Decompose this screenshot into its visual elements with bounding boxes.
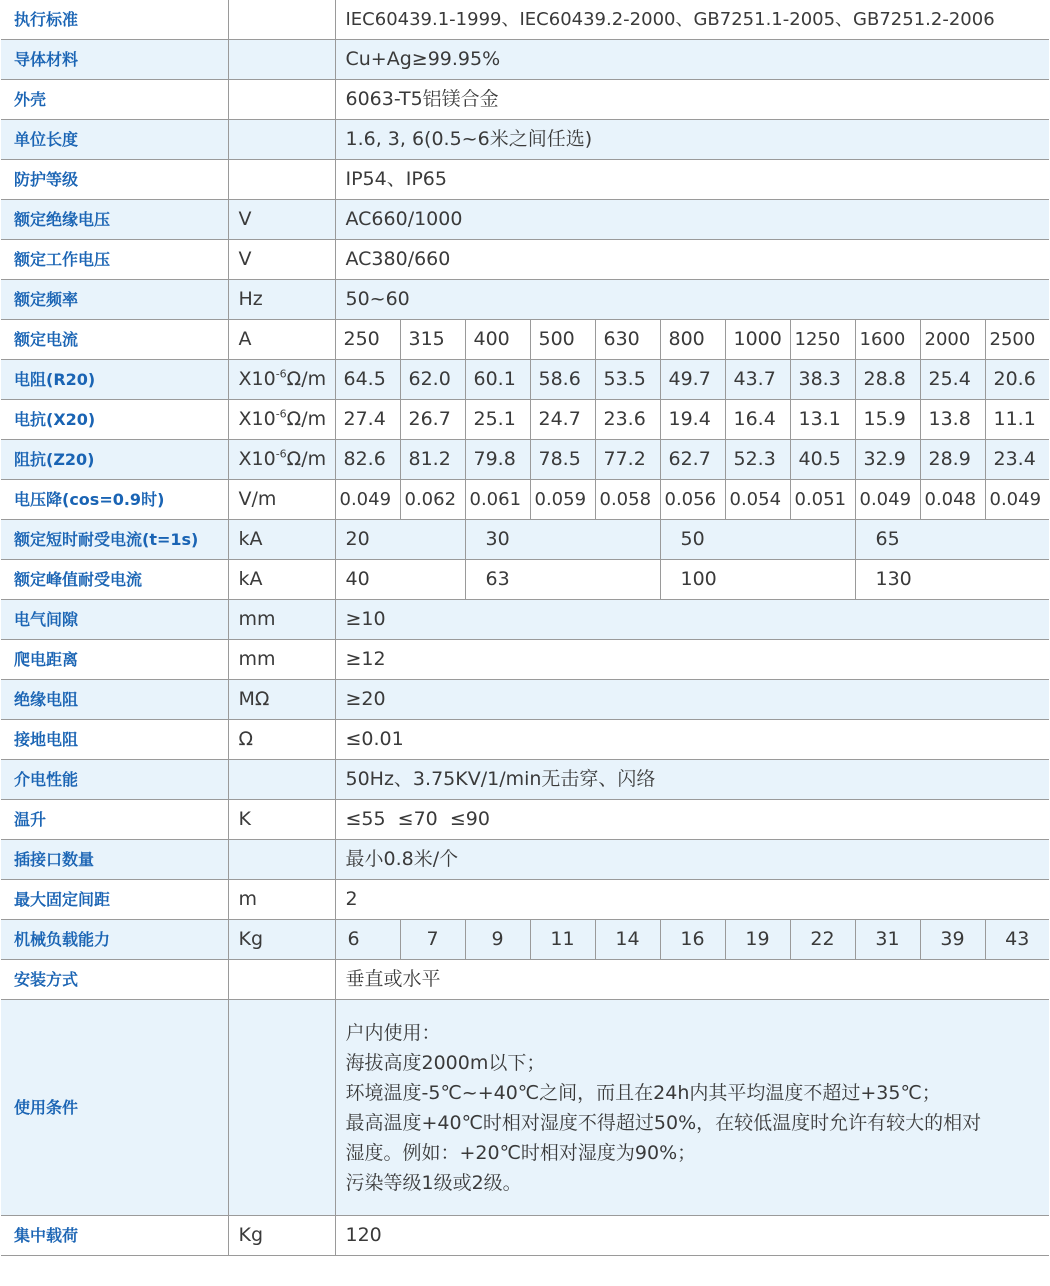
row-temp-rise <box>1 800 1049 840</box>
value-cell: 28.8 <box>855 360 920 400</box>
value-cell: 78.5 <box>530 440 595 480</box>
row-label: 接地电阻 <box>1 720 228 760</box>
row-label: 安装方式 <box>1 960 228 1000</box>
value-cell: 23.6 <box>595 400 660 440</box>
row-unit: mm <box>228 600 335 640</box>
row-label: 电气间隙 <box>1 600 228 640</box>
value-cell: 49.7 <box>660 360 725 400</box>
value-cell: 250 <box>335 320 400 360</box>
row-label: 介电性能 <box>1 760 228 800</box>
row-unit: V <box>228 200 335 240</box>
value-cell: 100 <box>660 560 855 600</box>
row-install <box>1 960 1049 1000</box>
row-unit: kA <box>228 520 335 560</box>
value-cell: 13.1 <box>790 400 855 440</box>
row-value: 2 <box>335 880 1049 920</box>
row-label: 单位长度 <box>1 120 228 160</box>
row-unit: $X10^{-6}\Omega/m$ <box>228 440 335 480</box>
row-value: IP54、IP65 <box>335 160 1049 200</box>
value-cell: 32.9 <box>855 440 920 480</box>
row-short-time-current <box>1 520 1049 560</box>
row-clearance <box>1 600 1049 640</box>
value-cell: 79.8 <box>465 440 530 480</box>
row-value: ≤55 ≤70 ≤90 <box>335 800 1049 840</box>
row-working-voltage <box>1 240 1049 280</box>
row-label: 额定电流 <box>1 320 228 360</box>
value-cell: 62.7 <box>660 440 725 480</box>
row-label: 额定频率 <box>1 280 228 320</box>
value-cell: 40.5 <box>790 440 855 480</box>
row-standard <box>1 0 1049 40</box>
value-cell: 1000 <box>725 320 790 360</box>
row-label: 爬电距离 <box>1 640 228 680</box>
row-voltage-drop <box>1 480 1049 520</box>
row-label: 集中载荷 <box>1 1216 228 1256</box>
value-cell: 11 <box>530 920 595 960</box>
row-concentrated-load <box>1 1216 1049 1256</box>
value-cell: 2500 <box>985 320 1049 360</box>
row-label: 导体材料 <box>1 40 228 80</box>
value-cell: 31 <box>855 920 920 960</box>
row-reactance <box>1 400 1049 440</box>
value-cell: 62.0 <box>400 360 465 400</box>
row-protection <box>1 160 1049 200</box>
value-cell: 7 <box>400 920 465 960</box>
row-unit <box>228 960 335 1000</box>
row-unit: V/m <box>228 480 335 520</box>
row-label: 电压降(cos=0.9时) <box>1 480 228 520</box>
value-cell: 22 <box>790 920 855 960</box>
value-cell: 0.054 <box>725 480 790 520</box>
row-value: ≥12 <box>335 640 1049 680</box>
row-frequency <box>1 280 1049 320</box>
row-value: 1.6, 3, 6(0.5~6米之间任选) <box>335 120 1049 160</box>
row-unit: V <box>228 240 335 280</box>
condition-line: 环境温度-5℃~+40℃之间，而且在24h内其平均温度不超过+35℃； <box>345 1081 941 1104</box>
row-label: 防护等级 <box>1 160 228 200</box>
row-ground-resistance <box>1 720 1049 760</box>
condition-line: 户内使用： <box>345 1021 441 1044</box>
value-cell: 6 <box>335 920 400 960</box>
value-cell: 19 <box>725 920 790 960</box>
value-cell: 60.1 <box>465 360 530 400</box>
row-label: 额定工作电压 <box>1 240 228 280</box>
row-unit: MΩ <box>228 680 335 720</box>
row-peak-current <box>1 560 1049 600</box>
row-unit: $X10^{-6}\Omega/m$ <box>228 400 335 440</box>
value-cell: 0.062 <box>400 480 465 520</box>
row-dielectric <box>1 760 1049 800</box>
value-cell: 58.6 <box>530 360 595 400</box>
row-label: 最大固定间距 <box>1 880 228 920</box>
row-conditions <box>1 1000 1049 1216</box>
row-unit: kA <box>228 560 335 600</box>
row-label: 温升 <box>1 800 228 840</box>
value-cell: 20.6 <box>985 360 1049 400</box>
value-cell: 11.1 <box>985 400 1049 440</box>
value-cell: 0.061 <box>465 480 530 520</box>
conditions-text <box>335 1000 1049 1216</box>
value-cell: 0.051 <box>790 480 855 520</box>
row-label: 额定短时耐受电流(t=1s) <box>1 520 228 560</box>
row-label: 额定峰值耐受电流 <box>1 560 228 600</box>
row-label: 外壳 <box>1 80 228 120</box>
row-value: 6063-T5铝镁合金 <box>335 80 1049 120</box>
value-cell: 1250 <box>790 320 855 360</box>
value-cell: 0.048 <box>920 480 985 520</box>
spec-table <box>1 0 1049 1256</box>
value-cell: 9 <box>465 920 530 960</box>
value-cell: 0.058 <box>595 480 660 520</box>
row-value: 120 <box>335 1216 1049 1256</box>
row-label: 插接口数量 <box>1 840 228 880</box>
value-cell: 27.4 <box>335 400 400 440</box>
row-value: IEC60439.1-1999、IEC60439.2-2000、GB7251.1-2005、GB7251.2-2006 <box>335 0 1049 40</box>
row-label: 电阻(R20) <box>1 360 228 400</box>
value-cell: 65 <box>855 520 1049 560</box>
row-unit: Hz <box>228 280 335 320</box>
value-cell: 500 <box>530 320 595 360</box>
row-label: 绝缘电阻 <box>1 680 228 720</box>
row-value: 垂直或水平 <box>335 960 1049 1000</box>
row-unit: A <box>228 320 335 360</box>
value-cell: 0.049 <box>335 480 400 520</box>
value-cell: 24.7 <box>530 400 595 440</box>
row-label: 机械负载能力 <box>1 920 228 960</box>
row-unit: Ω <box>228 720 335 760</box>
row-value: ≥10 <box>335 600 1049 640</box>
row-unit <box>228 160 335 200</box>
row-insulation-voltage <box>1 200 1049 240</box>
value-cell: 39 <box>920 920 985 960</box>
value-cell: 30 <box>465 520 660 560</box>
value-cell: 81.2 <box>400 440 465 480</box>
value-cell: 82.6 <box>335 440 400 480</box>
value-cell: 130 <box>855 560 1049 600</box>
row-unit: mm <box>228 640 335 680</box>
row-value: ≥20 <box>335 680 1049 720</box>
row-value: AC380/660 <box>335 240 1049 280</box>
row-unit: m <box>228 880 335 920</box>
value-cell: 19.4 <box>660 400 725 440</box>
row-mech-load <box>1 920 1049 960</box>
row-unit <box>228 0 335 40</box>
condition-line: 海拔高度2000m以下； <box>345 1051 546 1074</box>
value-cell: 20 <box>335 520 465 560</box>
value-cell: 43 <box>985 920 1049 960</box>
value-cell: 15.9 <box>855 400 920 440</box>
value-cell: 52.3 <box>725 440 790 480</box>
value-cell: 38.3 <box>790 360 855 400</box>
condition-line: 最高温度+40℃时相对湿度不得超过50%，在较低温度时允许有较大的相对 <box>345 1111 982 1134</box>
value-cell: 13.8 <box>920 400 985 440</box>
value-cell: 25.4 <box>920 360 985 400</box>
row-value: 50Hz、3.75KV/1/min无击穿、闪络 <box>335 760 1049 800</box>
row-value: AC660/1000 <box>335 200 1049 240</box>
row-housing <box>1 80 1049 120</box>
value-cell: 630 <box>595 320 660 360</box>
value-cell: 0.049 <box>985 480 1049 520</box>
value-cell: 315 <box>400 320 465 360</box>
row-creepage <box>1 640 1049 680</box>
row-unit <box>228 760 335 800</box>
value-cell: 2000 <box>920 320 985 360</box>
value-cell: 0.049 <box>855 480 920 520</box>
row-conductor <box>1 40 1049 80</box>
row-unit <box>228 120 335 160</box>
row-rated-current <box>1 320 1049 360</box>
value-cell: 0.059 <box>530 480 595 520</box>
value-cell: 16.4 <box>725 400 790 440</box>
row-unit <box>228 1000 335 1216</box>
row-value: 50~60 <box>335 280 1049 320</box>
row-insulation-resistance <box>1 680 1049 720</box>
row-value: Cu+Ag≥99.95% <box>335 40 1049 80</box>
row-unit: Kg <box>228 1216 335 1256</box>
row-unit-length <box>1 120 1049 160</box>
condition-line: 污染等级1级或2级。 <box>345 1171 522 1194</box>
value-cell: 53.5 <box>595 360 660 400</box>
value-cell: 64.5 <box>335 360 400 400</box>
row-label: 使用条件 <box>1 1000 228 1216</box>
row-label: 执行标准 <box>1 0 228 40</box>
row-unit: Kg <box>228 920 335 960</box>
row-unit: $X10^{-6}\Omega/m$ <box>228 360 335 400</box>
value-cell: 50 <box>660 520 855 560</box>
value-cell: 63 <box>465 560 660 600</box>
row-plugin-count <box>1 840 1049 880</box>
row-value: 最小0.8米/个 <box>335 840 1049 880</box>
value-cell: 23.4 <box>985 440 1049 480</box>
value-cell: 28.9 <box>920 440 985 480</box>
value-cell: 14 <box>595 920 660 960</box>
row-unit <box>228 40 335 80</box>
value-cell: 1600 <box>855 320 920 360</box>
value-cell: 800 <box>660 320 725 360</box>
value-cell: 77.2 <box>595 440 660 480</box>
row-unit <box>228 80 335 120</box>
row-unit <box>228 840 335 880</box>
value-cell: 400 <box>465 320 530 360</box>
row-impedance <box>1 440 1049 480</box>
value-cell: 25.1 <box>465 400 530 440</box>
row-label: 电抗(X20) <box>1 400 228 440</box>
value-cell: 40 <box>335 560 465 600</box>
row-label: 额定绝缘电压 <box>1 200 228 240</box>
row-unit: K <box>228 800 335 840</box>
condition-line: 湿度。例如：+20℃时相对湿度为90%； <box>345 1141 697 1164</box>
row-value: ≤0.01 <box>335 720 1049 760</box>
value-cell: 16 <box>660 920 725 960</box>
row-resistance <box>1 360 1049 400</box>
value-cell: 43.7 <box>725 360 790 400</box>
value-cell: 0.056 <box>660 480 725 520</box>
row-max-spacing <box>1 880 1049 920</box>
row-label: 阻抗(Z20) <box>1 440 228 480</box>
value-cell: 26.7 <box>400 400 465 440</box>
